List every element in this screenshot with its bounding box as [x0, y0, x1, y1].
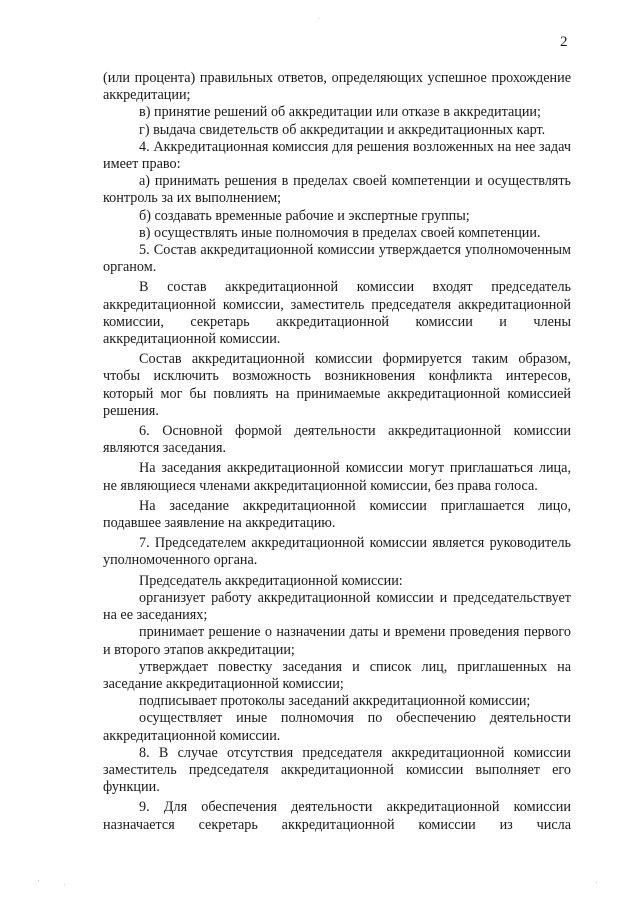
paragraph: осуществляет иные полномочия по обеспечению деятельности аккредитационной комиссии.	[103, 710, 571, 744]
paragraph: 9. Для обеспечения деятельности аккредитационной комиссии назначается секретарь аккредитационной комиссии из числа	[103, 799, 571, 833]
paragraph: На заседания аккредитационной комиссии могут приглашаться лица, не являющиеся членами аккредитационной комиссии, без права голоса.	[103, 460, 571, 494]
paragraph: г) выдача свидетельств об аккредитации и аккредитационных карт.	[139, 121, 546, 138]
paragraph: подписывает протоколы заседаний аккредитационной комиссии;	[139, 693, 531, 710]
paragraph: Состав аккредитационной комиссии формируется таким образом, чтобы исключить возможность возникновения конфликта интересов, который мог бы повлиять на принимаемые аккредитационной комиссией решения.	[103, 351, 571, 419]
paragraph: принимает решение о назначении даты и времени проведения первого и второго этапов аккредитации;	[103, 624, 571, 658]
scan-speck	[318, 18, 319, 19]
paragraph: На заседание аккредитационной комиссии приглашается лицо, подавшее заявление на аккредитацию.	[103, 497, 571, 532]
scan-speck	[596, 882, 597, 883]
paragraph: организует работу аккредитационной комиссии и председательствует на ее заседаниях;	[103, 589, 571, 624]
paragraph: 4. Аккредитационная комиссия для решения возложенных на нее задач имеет право:	[103, 138, 571, 173]
paragraph: 5. Состав аккредитационной комиссии утверждается уполномоченным органом.	[103, 242, 571, 276]
scan-speck	[38, 880, 39, 881]
paragraph: а) принимать решения в пределах своей компетенции и осуществлять контроль за их выполнением;	[103, 173, 571, 207]
paragraph: (или процента) правильных ответов, определяющих успешное прохождение аккредитации;	[103, 70, 571, 104]
paragraph: б) создавать временные рабочие и экспертные группы;	[139, 207, 470, 224]
paragraph: в) принятие решений об аккредитации или отказе в аккредитации;	[139, 104, 541, 121]
paragraph: утверждает повестку заседания и список лиц, приглашенных на заседание аккредитационной комиссии;	[103, 658, 571, 692]
scan-speck	[64, 884, 65, 885]
paragraph: В состав аккредитационной комиссии входят председатель аккредитационной комиссии, заместитель председателя аккредитационной комиссии, секретарь аккредитационной комиссии и члены аккредитационной комиссии.	[103, 279, 571, 348]
paragraph: 8. В случае отсутствия председателя аккредитационной комиссии заместитель председателя аккредитационной комиссии выполняет его функции.	[103, 744, 571, 796]
page-number: 2	[560, 34, 568, 50]
paragraph: Председатель аккредитационной комиссии:	[139, 572, 403, 589]
paragraph: в) осуществлять иные полномочия в пределах своей компетенции.	[139, 224, 541, 241]
paragraph: 6. Основной формой деятельности аккредитационной комиссии являются заседания.	[103, 423, 571, 457]
paragraph: 7. Председателем аккредитационной комиссии является руководитель уполномоченного органа.	[103, 535, 571, 569]
document-body	[103, 70, 571, 834]
